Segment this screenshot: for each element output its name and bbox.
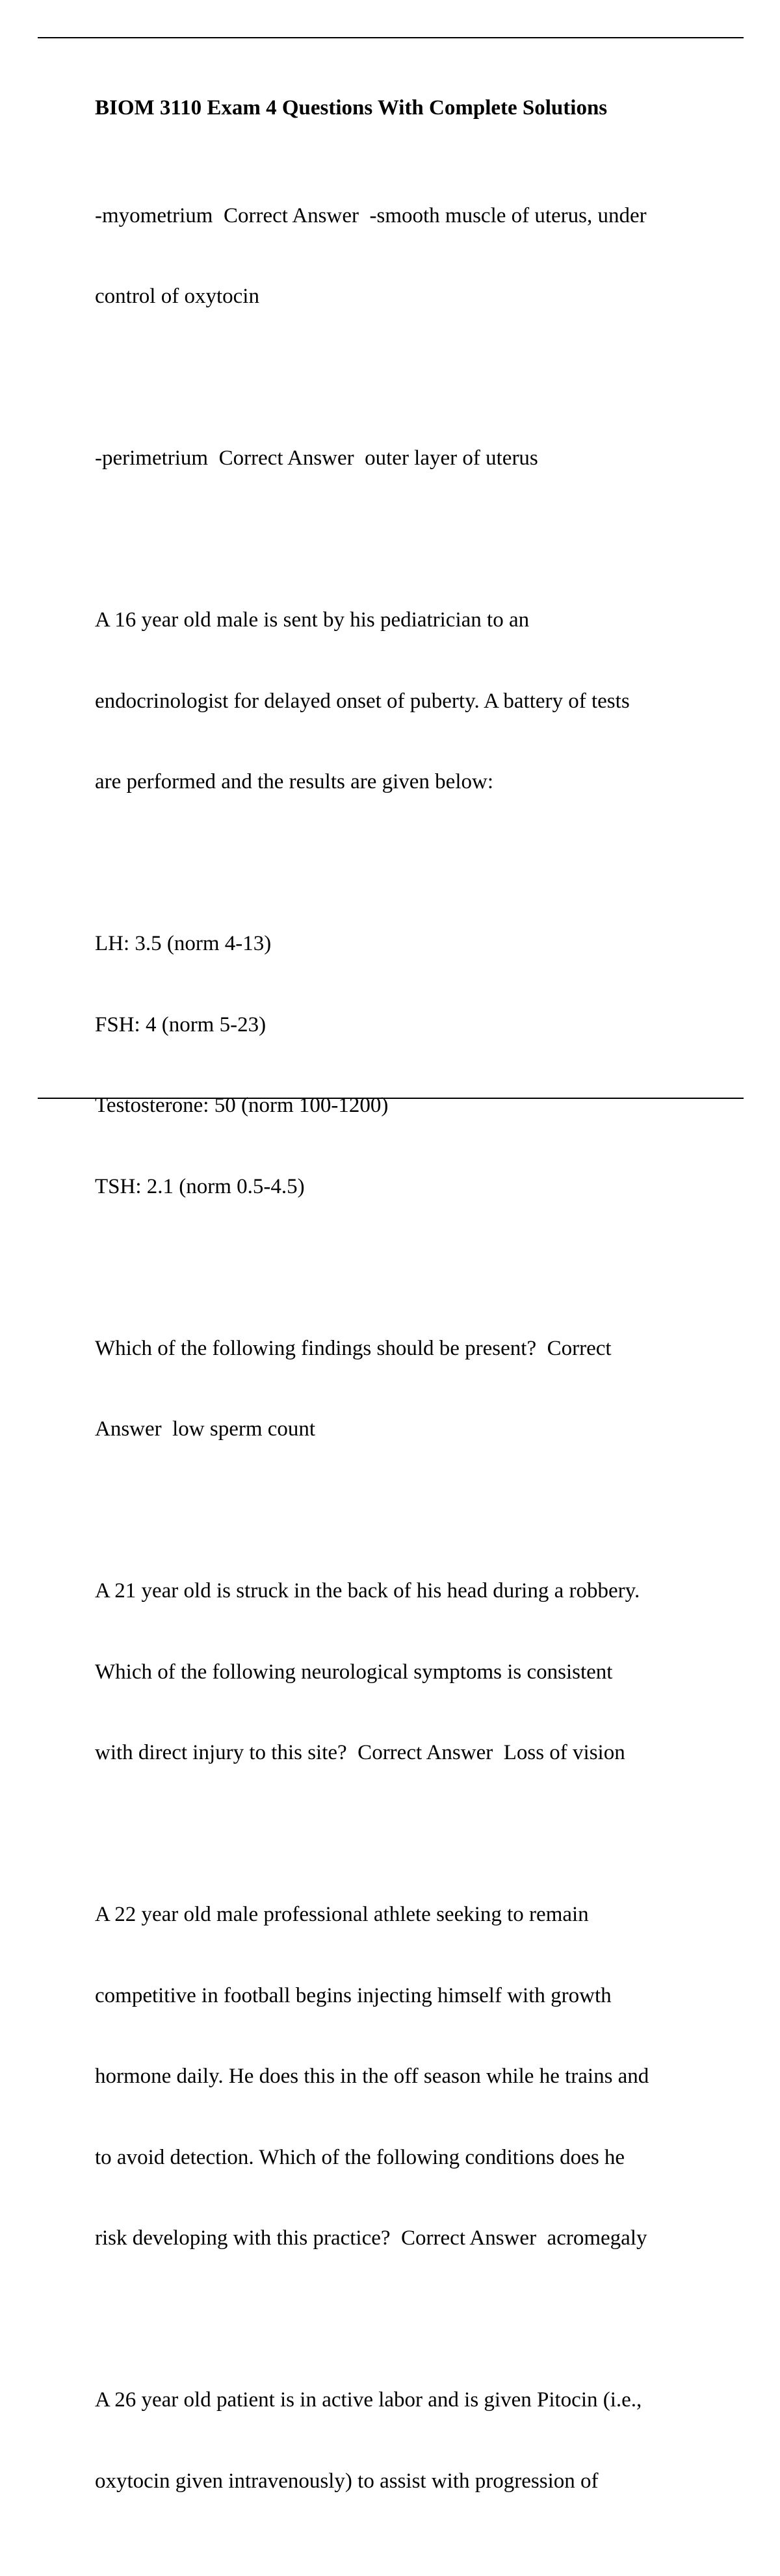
text-line: risk developing with this practice? Correct Answer acromegaly — [95, 2226, 647, 2250]
text-line: Answer low sperm count — [95, 1417, 316, 1441]
header-rule — [38, 37, 744, 38]
text-line: Which of the following findings should be present? Correct — [95, 1336, 612, 1360]
text-line: with direct injury to this site? Correct Answer Loss of vision — [95, 1741, 625, 1764]
text-line: oxytocin given intravenously) to assist with progression of — [95, 2469, 599, 2493]
text-line: hormone daily. He does this in the off season while he trains and — [95, 2065, 649, 2088]
qa-21-year-old — [95, 1524, 719, 1821]
text-line: Which of the following neurological symptoms is consistent — [95, 1660, 613, 1684]
qa-myometrium — [95, 149, 719, 365]
lab-result-lh: LH: 3.5 (norm 4-13) — [95, 932, 272, 955]
text-line: competitive in football begins injecting himself with growth — [95, 1983, 612, 2007]
text-line: to avoid detection. Which of the following conditions does he — [95, 2145, 625, 2169]
lab-result-fsh: FSH: 4 (norm 5-23) — [95, 1012, 266, 1037]
document-title: BIOM 3110 Exam 4 Questions With Complete Solutions — [95, 96, 608, 120]
qa-26-year-old — [95, 2333, 719, 2549]
footer-rule — [38, 1098, 744, 1099]
lab-results-list — [95, 877, 719, 1254]
lab-result-tsh: TSH: 2.1 (norm 0.5-4.5) — [95, 1174, 305, 1198]
text-line: are performed and the results are given below: — [95, 770, 493, 793]
text-line: -perimetrium Correct Answer outer layer of uterus — [95, 446, 538, 470]
text-line: endocrinologist for delayed onset of puberty. A battery of tests — [95, 689, 630, 713]
text-line: A 16 year old male is sent by his pediatrician to an — [95, 608, 530, 632]
text-line: A 22 year old male professional athlete seeking to remain — [95, 1903, 589, 1926]
qa-22-year-old — [95, 1848, 719, 2306]
document-body — [95, 95, 719, 2576]
text-line: control of oxytocin — [95, 285, 259, 308]
lab-result-testosterone: Testosterone: 50 (norm 100-1200) — [95, 1094, 389, 1117]
text-line: A 26 year old patient is in active labor and is given Pitocin (i.e., — [95, 2388, 642, 2412]
text-line: -myometrium Correct Answer -smooth muscle of uterus, under — [95, 203, 647, 227]
text-line: A 21 year old is struck in the back of his head during a robbery. — [95, 1579, 640, 1603]
case-16-year-old-intro — [95, 553, 719, 850]
qa-perimetrium — [95, 391, 719, 526]
qa-findings — [95, 1282, 719, 1497]
